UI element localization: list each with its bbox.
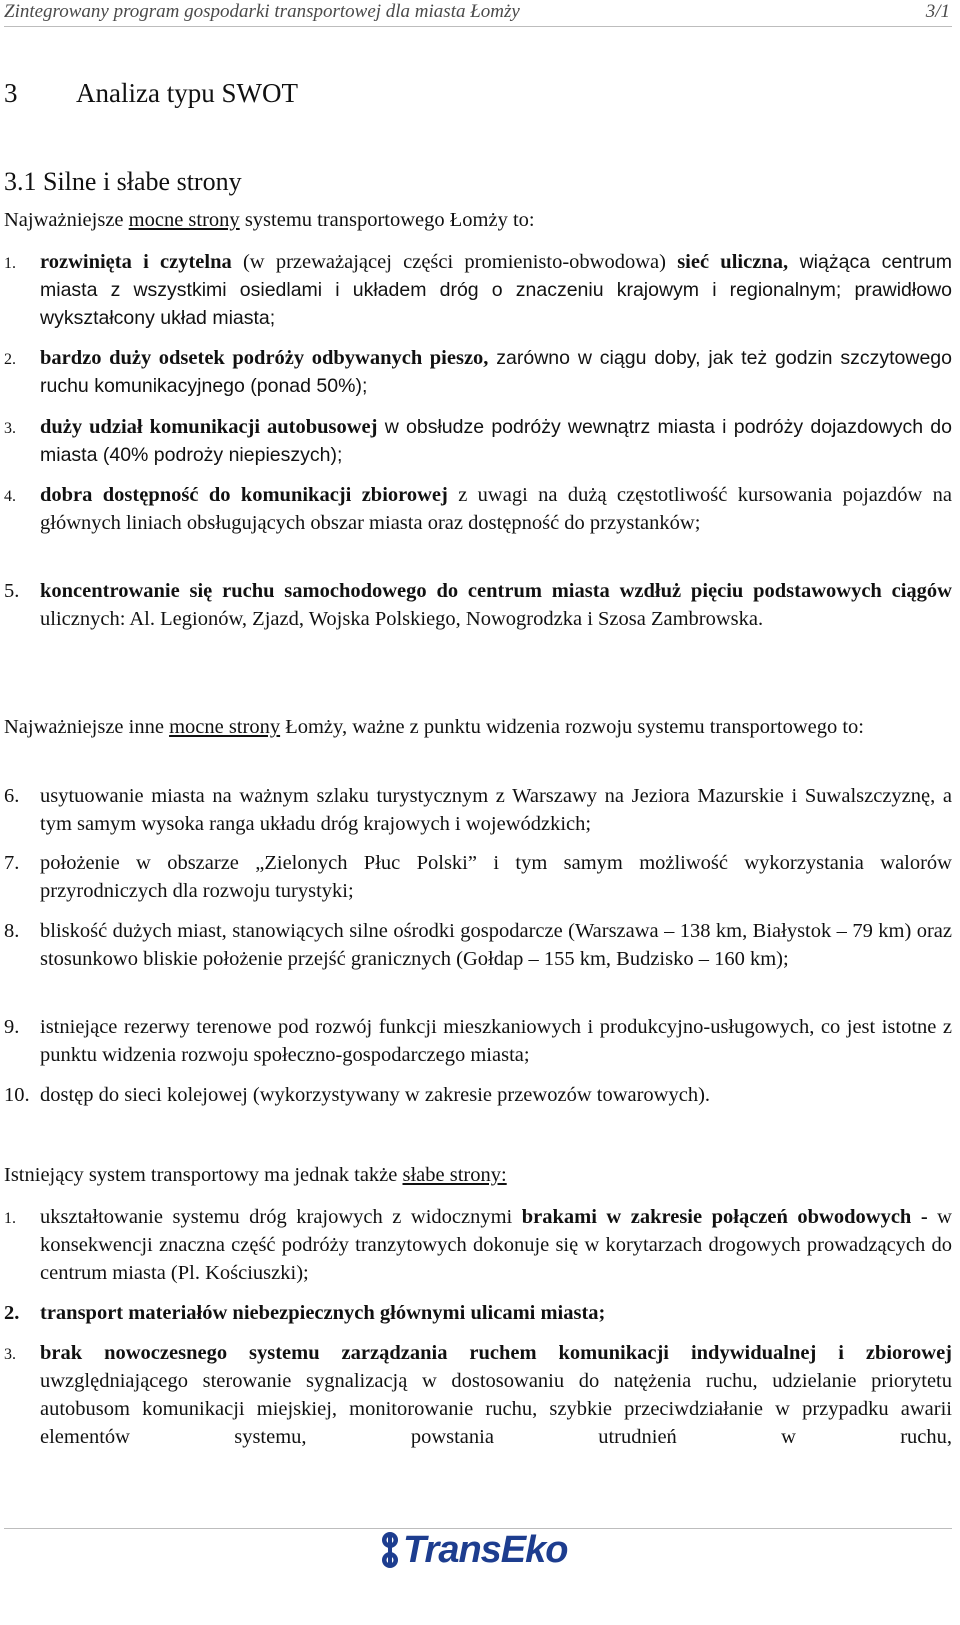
item-bold: brak nowoczesnego systemu zarządzania ruchem komunikacji indywidualnej i zbiorowej: [40, 1342, 952, 1364]
item-rest: w obsłudze podróży wewnątrz miasta i podróży dojazdowych do miasta (40% podroży niepieszych);: [40, 416, 952, 466]
strengths-link: mocne strony: [128, 209, 240, 231]
list-item: [4, 917, 952, 973]
logo-mark-icon: [375, 1528, 405, 1572]
header-title: Zintegrowany program gospodarki transportowej dla miasta Łomży: [4, 1, 520, 22]
item-number: 6.: [4, 785, 20, 807]
item-number: 9.: [4, 1016, 20, 1038]
item-number: 5.: [4, 580, 20, 602]
item-text: [40, 1339, 952, 1451]
list-item: [4, 248, 952, 332]
item-text: [40, 1203, 952, 1287]
list-item: [4, 1203, 952, 1287]
item-rest: wiążąca centrum miasta z wszystkimi osiedlami i układem dróg o znaczeniu krajowym i regionalnym; prawidłowo wykształcony układ miasta;: [40, 251, 953, 329]
list-item: [4, 481, 952, 537]
list-item: [4, 849, 952, 905]
list-item: [4, 1339, 952, 1451]
item-text: bliskość dużych miast, stanowiących silne ośrodki gospodarcze (Warszawa – 138 km, Białystok – 79 km) oraz stosunkowo bliskie położenie przejść granicznych (Gołdap – 155 km, Budzisko – 160 km);: [40, 920, 952, 970]
item-number: 2.: [4, 351, 16, 368]
item-number: 8.: [4, 920, 20, 942]
item-number: 10.: [4, 1084, 30, 1106]
chapter-heading: [4, 78, 298, 109]
intro-text: Najważniejsze: [4, 209, 129, 231]
intro-text: Najważniejsze inne: [4, 716, 170, 738]
item-rest: w konsekwencji znaczna część podróży tranzytowych dokonuje się w korytarzach drogowych prowadzących do centrum miasta (Pl. Kościuszki);: [40, 1206, 952, 1284]
strengths-link: mocne strony: [169, 716, 281, 738]
item-number: 1.: [4, 255, 16, 272]
item-text: [40, 413, 952, 469]
chapter-number: 3: [4, 78, 18, 108]
item-bold: bardzo duży odsetek podróży odbywanych pieszo,: [40, 347, 489, 369]
item-number: 4.: [4, 488, 16, 505]
item-bold: transport materiałów niebezpiecznych głównymi ulicami miasta;: [40, 1302, 606, 1324]
list-item: [4, 413, 952, 469]
item-text: [40, 248, 952, 332]
intro-strengths: [4, 206, 952, 234]
intro-text-end: systemu transportowego Łomży to:: [239, 209, 535, 231]
item-text: [40, 481, 952, 537]
item-rest: ulicznych: Al. Legionów, Zjazd, Wojska Polskiego, Nowogrodzka i Szosa Zambrowska.: [40, 608, 764, 630]
list-item: [4, 1081, 952, 1109]
item-rest: z uwagi na dużą częstotliwość kursowania pojazdów na głównych liniach obsługujących obszar miasta oraz dostępność do przystanków;: [40, 484, 953, 534]
item-bold: rozwinięta i czytelna: [40, 251, 232, 273]
item-bold: duży udział komunikacji autobusowej: [40, 416, 378, 438]
item-bold: dobra dostępność do komunikacji zbiorowej: [40, 484, 448, 506]
item-bold-2: sieć uliczna,: [677, 251, 789, 273]
item-text: usytuowanie miasta na ważnym szlaku turystycznym z Warszawy na Jeziora Mazurskie i Suwalszczyznę, a tym samym wysoka ranga układu dróg krajowych i wojewódzkich;: [40, 785, 952, 835]
item-text: [40, 344, 952, 400]
list-item: [4, 344, 952, 400]
item-mid: (w przeważającej części promienisto-obwodowa): [231, 251, 678, 273]
intro-text: Istniejący system transportowy ma jednak także: [4, 1164, 403, 1186]
logo-text: TransEko: [403, 1529, 568, 1571]
item-number: 7.: [4, 852, 20, 874]
weaknesses-link: słabe strony:: [402, 1164, 507, 1186]
item-text: [40, 577, 952, 633]
intro-weaknesses: [4, 1161, 952, 1189]
page-header: [4, 0, 952, 27]
item-number: 2.: [4, 1302, 20, 1324]
section-heading: 3.1 Silne i słabe strony: [4, 167, 242, 196]
list-item: [4, 1299, 952, 1327]
intro-other-strengths: [4, 713, 952, 741]
item-pre: ukształtowanie systemu dróg krajowych z widocznymi: [40, 1206, 522, 1228]
item-text: istniejące rezerwy terenowe pod rozwój funkcji mieszkaniowych i produkcyjno-usługowych, co jest istotne z punktu widzenia rozwoju społeczno-gospodarczego miasta;: [40, 1016, 952, 1066]
item-number: 1.: [4, 1210, 16, 1227]
item-bold: koncentrowanie się ruchu samochodowego do centrum miasta wzdłuż pięciu podstawowych ciągów: [40, 580, 952, 602]
item-text: położenie w obszarze „Zielonych Płuc Polski” i tym samym możliwość wykorzystania walorów przyrodniczych dla rozwoju turystyki;: [40, 852, 952, 902]
chapter-title: Analiza typu SWOT: [76, 78, 298, 108]
transeko-logo: [375, 1528, 568, 1572]
item-number: 3.: [4, 1346, 16, 1363]
item-rest: uwzględniającego sterowanie sygnalizacją w dostosowaniu do natężenia ruchu, udzielanie priorytetu autobusom komunikacji miejskiej, monitorowanie ruchu, szybkie przeciwdziałanie w przypadku awarii elementów systemu, powstania utrudnień w ruchu,: [40, 1370, 952, 1448]
list-item: [4, 1013, 952, 1069]
list-item: [4, 782, 952, 838]
item-text: [40, 1299, 952, 1327]
intro-text-end: Łomży, ważne z punktu widzenia rozwoju systemu transportowego to:: [280, 716, 865, 738]
item-bold: brakami w zakresie połączeń obwodowych -: [521, 1206, 928, 1228]
item-text: dostęp do sieci kolejowej (wykorzystywany w zakresie przewozów towarowych).: [40, 1084, 711, 1106]
item-rest: zarówno w ciągu doby, jak też godzin szczytowego ruchu komunikacyjnego (ponad 50%);: [40, 347, 952, 397]
page-number: 3/1: [925, 1, 950, 22]
list-item: [4, 577, 952, 633]
item-number: 3.: [4, 420, 16, 437]
